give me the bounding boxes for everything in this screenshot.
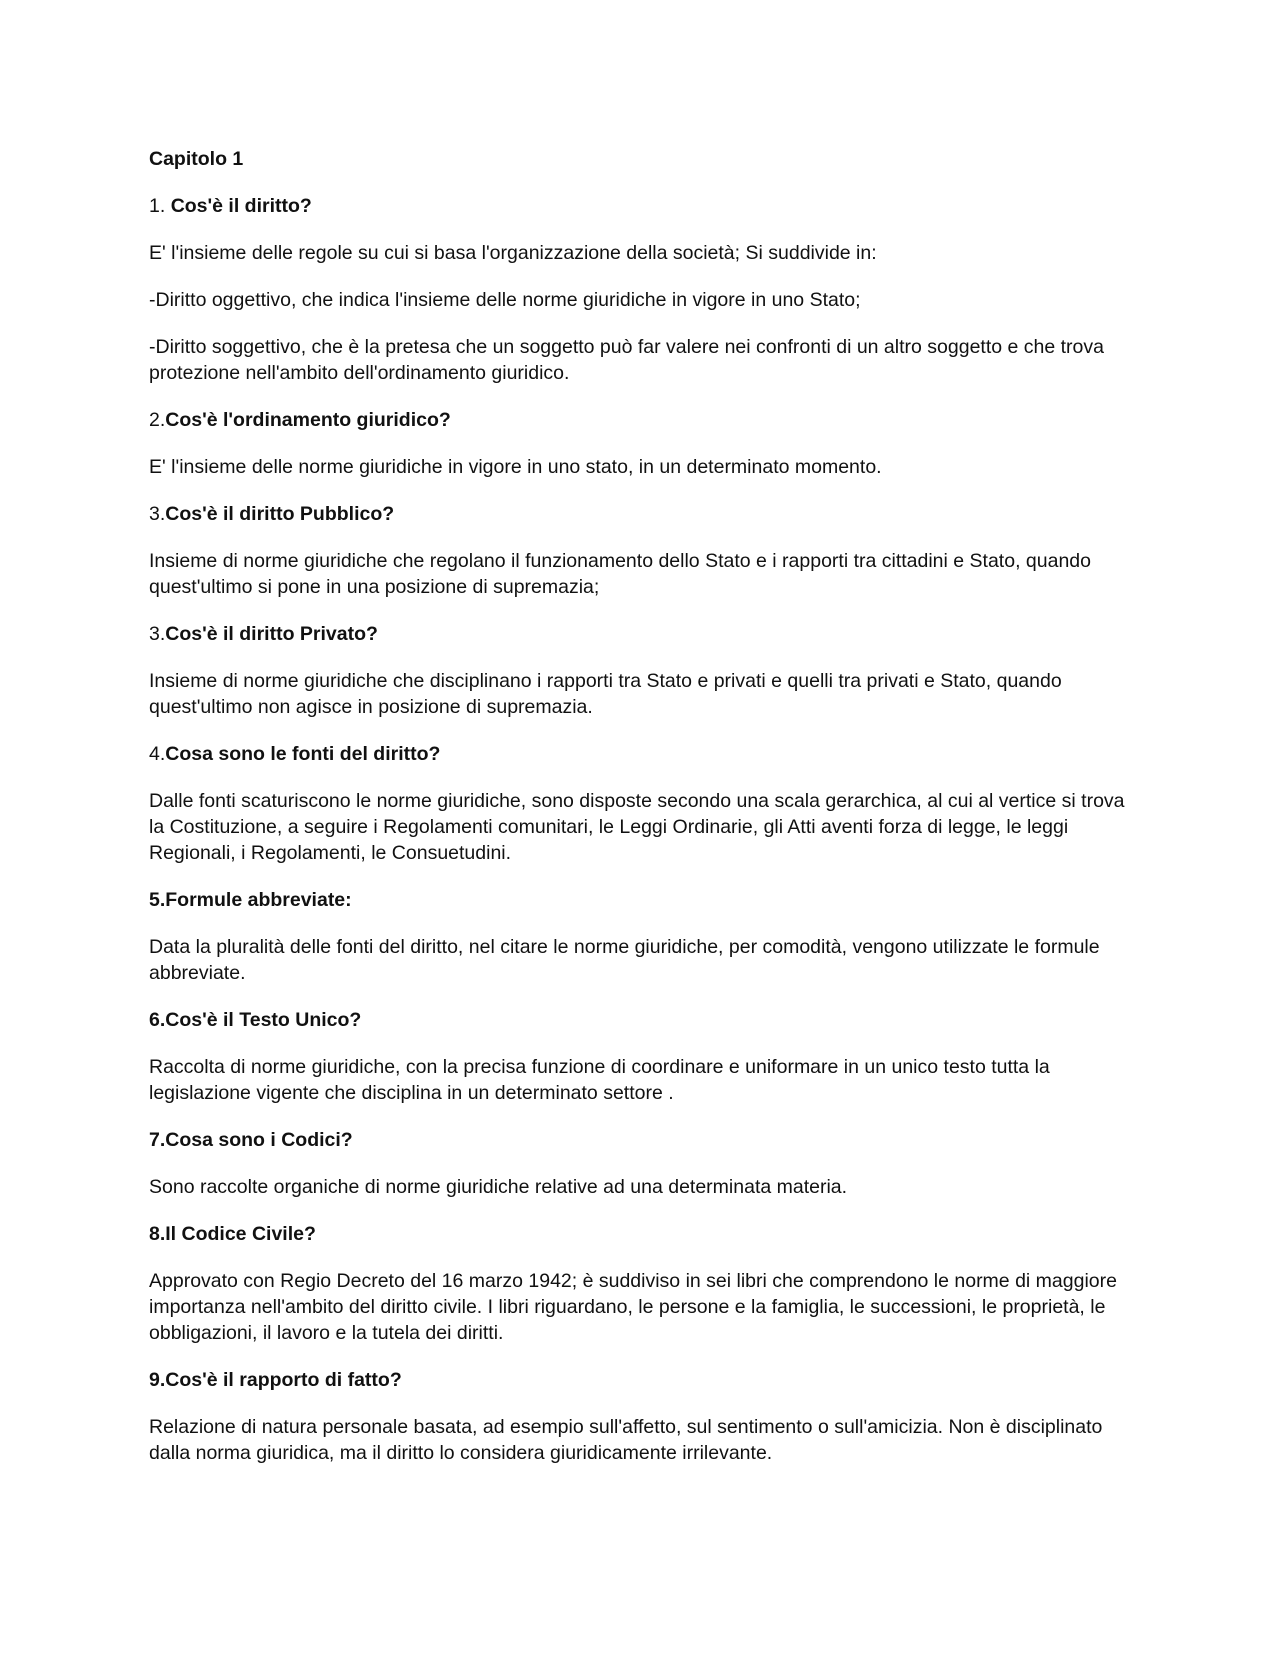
question-heading [149, 501, 1139, 527]
question-number: 3. [149, 503, 166, 525]
question-number: 1. [149, 195, 171, 217]
question-heading [149, 621, 1139, 647]
answer-paragraph: E' l'insieme delle norme giuridiche in vigore in uno stato, in un determinato momento. [149, 456, 882, 478]
question-number: 2. [149, 409, 166, 431]
sections-container [149, 193, 1139, 1466]
answer-paragraph: Sono raccolte organiche di norme giuridiche relative ad una determinata materia. [149, 1176, 848, 1198]
answer-paragraph: Relazione di natura personale basata, ad esempio sull'affetto, sul sentimento o sull'amicizia. Non è disciplinato dalla norma giuridica, ma il diritto lo considera giuridicamente irrilevante. [149, 1416, 1103, 1464]
answer-paragraph: Insieme di norme giuridiche che regolano il funzionamento dello Stato e i rapporti tra cittadini e Stato, quando quest'ultimo si pone in una posizione di supremazia; [149, 550, 1091, 598]
question-heading [149, 1007, 1139, 1033]
answer-paragraph: -Diritto soggettivo, che è la pretesa che un soggetto può far valere nei confronti di un altro soggetto e che trova protezione nell'ambito dell'ordinamento giuridico. [149, 336, 1104, 384]
question-heading [149, 407, 1139, 433]
question-text: Cos'è il diritto Privato? [165, 623, 378, 645]
document-page [149, 146, 1139, 1487]
question-text: Cos'è l'ordinamento giuridico? [165, 409, 451, 431]
question-heading [149, 887, 1139, 913]
chapter-title: Capitolo 1 [149, 148, 244, 170]
question-text: Cosa sono le fonti del diritto? [165, 743, 441, 765]
answer-paragraph: Dalle fonti scaturiscono le norme giuridiche, sono disposte secondo una scala gerarchica, al cui al vertice si trova la Costituzione, a seguire i Regolamenti comunitari, le Leggi Ordinarie, gli Atti aventi forza di legge, le leggi Regionali, i Regolamenti, le Consuetudini. [149, 790, 1125, 864]
answer-paragraph: Data la pluralità delle fonti del diritto, nel citare le norme giuridiche, per comodità, vengono utilizzate le formule abbreviate. [149, 936, 1100, 984]
question-text: 5.Formule abbreviate: [149, 889, 352, 911]
question-heading [149, 1367, 1139, 1393]
answer-paragraph: Insieme di norme giuridiche che disciplinano i rapporti tra Stato e privati e quelli tra privati e Stato, quando quest'ultimo non agisce in posizione di supremazia. [149, 670, 1062, 718]
question-text: 9.Cos'è il rapporto di fatto? [149, 1369, 402, 1391]
answer-paragraph: Approvato con Regio Decreto del 16 marzo 1942; è suddiviso in sei libri che comprendono le norme di maggiore importanza nell'ambito del diritto civile. I libri riguardano, le persone e la famiglia, le successioni, le proprietà, le obbligazioni, il lavoro e la tutela dei diritti. [149, 1270, 1117, 1344]
answer-paragraph: -Diritto oggettivo, che indica l'insieme delle norme giuridiche in vigore in uno Stato; [149, 289, 861, 311]
question-number: 3. [149, 623, 166, 645]
question-text: 6.Cos'è il Testo Unico? [149, 1009, 362, 1031]
question-heading [149, 1221, 1139, 1247]
question-heading [149, 193, 1139, 219]
question-text: Cos'è il diritto Pubblico? [165, 503, 395, 525]
question-heading [149, 741, 1139, 767]
question-heading [149, 1127, 1139, 1153]
answer-paragraph: E' l'insieme delle regole su cui si basa l'organizzazione della società; Si suddivide in: [149, 242, 877, 264]
question-text: 8.Il Codice Civile? [149, 1223, 316, 1245]
answer-paragraph: Raccolta di norme giuridiche, con la precisa funzione di coordinare e uniformare in un unico testo tutta la legislazione vigente che disciplina in un determinato settore . [149, 1056, 1050, 1104]
question-text: 7.Cosa sono i Codici? [149, 1129, 353, 1151]
question-text: Cos'è il diritto? [170, 195, 312, 217]
question-number: 4. [149, 743, 166, 765]
